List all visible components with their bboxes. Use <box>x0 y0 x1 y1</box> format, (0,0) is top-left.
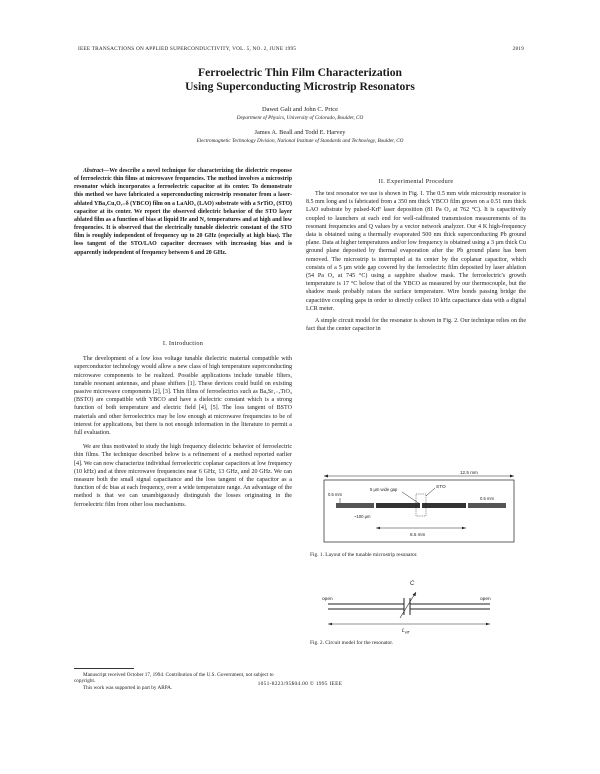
resonator-left-half <box>376 503 420 508</box>
sto-label: STO <box>436 485 446 490</box>
abstract-text: —We describe a novel technique for characterizing the dielectric response of ferroelectric thin films at microwave frequencies. The method involves a microstrip resonator which incorporates a ferroelectric capacitor at its center. To demonstrate this method we have fabricated a superconducting microstrip resonator from a laser-ablated YBa₂Cu₃O₇₋δ (YBCO) film on a LaAlO₃ (LAO) substrate with a SrTiO₃ (STO) capacitor at its center. We report the observed dielectric behavior of the STO layer ablated film as a function of bias at liquid He and N₂ temperatures and at high and low frequencies. It is observed that the electrically tunable dielectric constant of the STO film is roughly independent of frequency up to 20 GHz (especially at high bias). The loss tangent of the STO/LAO capacitor decreases with increasing bias and is apparently independent of frequency between 6 and 20 GHz. <box>74 168 292 256</box>
title-line-2: Using Superconducting Microstrip Resonators <box>185 80 415 93</box>
abstract-label: Abstract <box>83 168 104 174</box>
experimental-heading: II. Experimental Procedure <box>378 178 454 185</box>
cap-c-label: C <box>410 581 415 587</box>
journal-name: IEEE TRANSACTIONS ON APPLIED SUPERCONDUCTIVITY, VOL. 5, NO. 2, JUNE 1995 <box>78 46 297 52</box>
experimental-paragraph-2: A simple circuit model for the resonator is shown in Fig. 2. Our technique relies on the fact that the center capacitor in <box>306 318 526 333</box>
author-affiliation-1: Department of Physics, University of Colorado, Boulder, CO <box>236 115 364 121</box>
running-header <box>78 46 524 52</box>
dim-width-label: 0.5 mm <box>328 492 342 497</box>
author-affiliation-2: Electromagnetic Technology Division, National Institute of Standards and Technology, Boulder, CO <box>196 138 404 144</box>
intro-paragraph-1: The development of a low loss voltage tunable dielectric material compatible with superconductor technology would allow a new class of high temperature superconducting microwave components to be realized. Possible applications include tunable filters, tunable resonant antennas, and phase shifters [1]. These devices could build on existing passive microwave components [2], [3]. Thin films of ferroelectrics such as BaₓSr₁₋ₓTiO₃ (BSTO) are compatible with YBCO and have a dielectric constant which is a strong function of both temperature and electric field [4], [5]. The loss tangent of BSTO materials and other ferroelectrics may be low enough at microwave frequencies to be of interest for applications, but there is not enough information in the literature to permit a full evaluation. <box>74 356 292 437</box>
dim-gap-label: ~100 µm <box>354 514 371 519</box>
footnote-rule <box>74 668 134 669</box>
intro-heading: I. Introduction <box>162 340 204 347</box>
dim-length-label: 8.5 mm <box>410 532 426 537</box>
paper-title <box>0 66 600 94</box>
footnote-received: Manuscript received October 17, 1994. Contribution of the U.S. Government, not subject to copyright. <box>74 672 274 685</box>
footnote-support: This work was supported in part by ARPA. <box>83 684 173 691</box>
title-line-1: Ferroelectric Thin Film Characterization <box>197 66 402 79</box>
open-right-label: open <box>480 597 491 602</box>
dim-right-label: 0.5 mm <box>480 496 494 501</box>
open-left-label: open <box>322 597 333 602</box>
author-names-2: James A. Beall and Todd E. Harvey <box>254 129 346 136</box>
figure-1-caption: Fig. 1. Layout of the tunable microstrip resonator. <box>310 552 418 558</box>
page-number: 2819 <box>512 46 524 52</box>
intro-paragraph-2: We are thus motivated to study the high frequency dielectric behavior of ferroelectric thin films. The technique described below is a refinement of a method reported earlier [4]. We can now characterize individual ferroelectric coplanar capacitors at low frequency (10 kHz) and at three microwave frequencies near 6 GHz, 13 GHz, and 20 GHz. We can measure both the small signal capacitance and the loss tangent of the capacitor as a function of dc bias at each frequency, over a wide temperature range. An advantage of the method is that we can unambiguously distinguish the losses originating in the ferroelectric film from other loss mechanisms. <box>74 444 292 508</box>
length-label: L <box>402 628 405 634</box>
dim-top-label: 12.5 mm <box>460 470 478 475</box>
author-names-1: Dawei Galt and John C. Price <box>262 106 338 113</box>
experimental-paragraph-1: The test resonator we use is shown in Fig. 1. The 0.5 mm wide microstrip resonator is 8.5 mm long and is fabricated from a 350 nm thick YBCO film grown on a 0.51 mm thick LAO substrate by pulsed-KrF laser deposition (81 Pa O₂ at 762 °C). It is capacitively coupled to launchers at each end for well-calibrated transmission measurements of its resonant frequencies and Q values by a vector network analyzer. Our 4 K high-frequency data is obtained using a thermally evaporated 500 nm thick superconducting Pb ground plane. Data at higher temperatures and/or low frequency is obtained using a 3 µm thick Cu ground plane deposited by thermal evaporation after the Pb ground plane has been removed. The microstrip is interrupted at its center by the coplanar capacitor, which consists of a 5 µm wide gap covered by the ferroelectric film deposited by laser ablation (54 Pa O₂ at 745 °C) using a sapphire shadow mask. The ferroelectric's growth temperature is 17 °C below that of the YBCO as measured by our thermocouple, but the shadow mask probably raises the surface temperature. Wire bonds passing bridge the capacitive coupling gaps in order to directly collect 10 kHz capacitance data with a digital LCR meter. <box>306 191 526 312</box>
left-column <box>74 340 292 509</box>
abstract <box>74 167 292 257</box>
copyright-line: 1051-8223/95$04.00 © 1995 IEEE <box>257 681 343 687</box>
right-column <box>306 190 526 333</box>
figure-1-resonator-layout <box>310 470 524 548</box>
length-subscript: eff <box>405 630 410 634</box>
resonator-right-half <box>422 503 466 508</box>
footnote <box>74 668 292 691</box>
tunable-arrow <box>400 592 416 618</box>
left-launcher <box>336 503 374 508</box>
svg-text:Leff <box>402 628 410 634</box>
right-launcher <box>468 503 506 508</box>
cap-gap-label: 5 µm wide gap <box>370 487 398 492</box>
figure-2-circuit-model <box>320 578 510 634</box>
figure-2-caption: Fig. 2. Circuit model for the resonator. <box>310 640 394 646</box>
